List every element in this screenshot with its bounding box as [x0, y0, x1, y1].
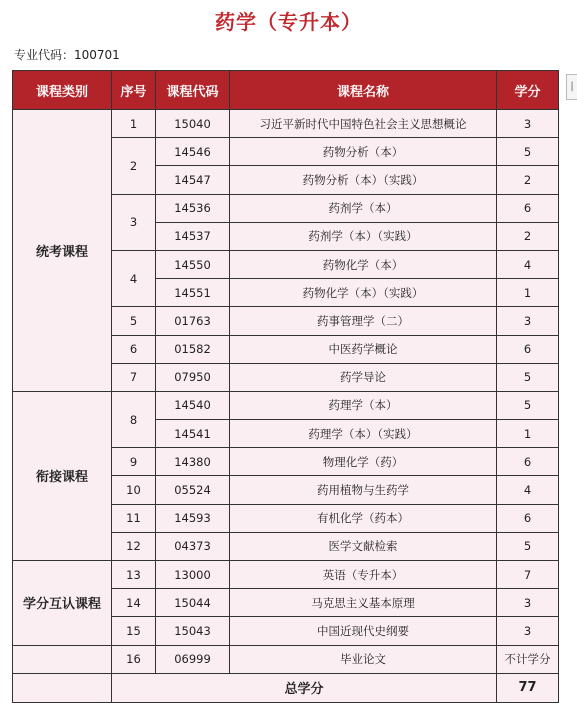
seq-cell: 8 [112, 391, 156, 447]
name-cell: 中医药学概论 [230, 335, 497, 363]
seq-cell: 9 [112, 448, 156, 476]
code-cell: 14550 [156, 250, 230, 278]
table-row [13, 645, 559, 673]
credit-cell: 5 [497, 138, 559, 166]
name-cell: 马克思主义基本原理 [230, 589, 497, 617]
category-bridging: 衔接课程 [13, 391, 112, 560]
name-cell: 药剂学（本）（实践） [230, 222, 497, 250]
seq-cell: 11 [112, 504, 156, 532]
code-cell: 14540 [156, 391, 230, 419]
edge-control[interactable]: | [566, 74, 577, 100]
credit-cell: 3 [497, 589, 559, 617]
table-row [13, 391, 559, 419]
credit-cell: 3 [497, 617, 559, 645]
name-cell: 药剂学（本） [230, 194, 497, 222]
page-title: 药学（专升本） [215, 10, 362, 34]
credit-cell: 5 [497, 532, 559, 560]
credit-cell: 7 [497, 561, 559, 589]
name-cell: 药用植物与生药学 [230, 476, 497, 504]
header-course-code: 课程代码 [156, 71, 230, 110]
seq-cell: 1 [112, 110, 156, 138]
category-unified: 统考课程 [13, 110, 112, 392]
name-cell: 药物化学（本） [230, 250, 497, 278]
seq-cell: 2 [112, 138, 156, 194]
name-cell: 药事管理学（二） [230, 307, 497, 335]
seq-cell: 12 [112, 532, 156, 560]
credit-cell: 4 [497, 476, 559, 504]
table-row [13, 561, 559, 589]
code-cell: 15040 [156, 110, 230, 138]
seq-cell: 6 [112, 335, 156, 363]
code-cell: 04373 [156, 532, 230, 560]
name-cell: 药物化学（本）（实践） [230, 279, 497, 307]
code-cell: 14380 [156, 448, 230, 476]
code-cell: 13000 [156, 561, 230, 589]
seq-cell: 7 [112, 363, 156, 391]
code-cell: 14546 [156, 138, 230, 166]
credit-cell: 不计学分 [497, 645, 559, 673]
credit-cell: 1 [497, 420, 559, 448]
code-cell: 06999 [156, 645, 230, 673]
seq-cell: 4 [112, 250, 156, 306]
category-empty [13, 645, 112, 673]
credit-cell: 4 [497, 250, 559, 278]
table-header-row [13, 71, 559, 110]
credit-cell: 2 [497, 222, 559, 250]
code-cell: 14541 [156, 420, 230, 448]
credit-cell: 6 [497, 504, 559, 532]
total-empty [13, 673, 112, 702]
total-label: 总学分 [112, 673, 497, 702]
name-cell: 物理化学（药） [230, 448, 497, 476]
code-cell: 14593 [156, 504, 230, 532]
code-cell: 05524 [156, 476, 230, 504]
header-credits: 学分 [497, 71, 559, 110]
credit-cell: 6 [497, 194, 559, 222]
code-cell: 14551 [156, 279, 230, 307]
code-cell: 15044 [156, 589, 230, 617]
code-cell: 01763 [156, 307, 230, 335]
credit-cell: 3 [497, 307, 559, 335]
table-row [13, 110, 559, 138]
seq-cell: 13 [112, 561, 156, 589]
seq-cell: 16 [112, 645, 156, 673]
header-course-name: 课程名称 [230, 71, 497, 110]
credit-cell: 5 [497, 363, 559, 391]
category-mutual: 学分互认课程 [13, 561, 112, 646]
name-cell: 药学导论 [230, 363, 497, 391]
name-cell: 药物分析（本） [230, 138, 497, 166]
seq-cell: 5 [112, 307, 156, 335]
name-cell: 习近平新时代中国特色社会主义思想概论 [230, 110, 497, 138]
seq-cell: 10 [112, 476, 156, 504]
name-cell: 毕业论文 [230, 645, 497, 673]
credit-cell: 5 [497, 391, 559, 419]
name-cell: 医学文献检索 [230, 532, 497, 560]
credit-cell: 2 [497, 166, 559, 194]
name-cell: 药物分析（本）（实践） [230, 166, 497, 194]
major-code: 专业代码：100701 [14, 48, 120, 62]
course-table [12, 70, 559, 703]
seq-cell: 3 [112, 194, 156, 250]
total-row [13, 673, 559, 702]
header-seq: 序号 [112, 71, 156, 110]
name-cell: 有机化学（药本） [230, 504, 497, 532]
code-cell: 15043 [156, 617, 230, 645]
header-category: 课程类别 [13, 71, 112, 110]
code-cell: 14536 [156, 194, 230, 222]
code-cell: 14547 [156, 166, 230, 194]
credit-cell: 3 [497, 110, 559, 138]
name-cell: 中国近现代史纲要 [230, 617, 497, 645]
code-cell: 07950 [156, 363, 230, 391]
code-cell: 01582 [156, 335, 230, 363]
name-cell: 药理学（本）（实践） [230, 420, 497, 448]
seq-cell: 15 [112, 617, 156, 645]
name-cell: 英语（专升本） [230, 561, 497, 589]
total-value: 77 [497, 673, 559, 702]
credit-cell: 6 [497, 335, 559, 363]
credit-cell: 1 [497, 279, 559, 307]
credit-cell: 6 [497, 448, 559, 476]
seq-cell: 14 [112, 589, 156, 617]
code-cell: 14537 [156, 222, 230, 250]
name-cell: 药理学（本） [230, 391, 497, 419]
